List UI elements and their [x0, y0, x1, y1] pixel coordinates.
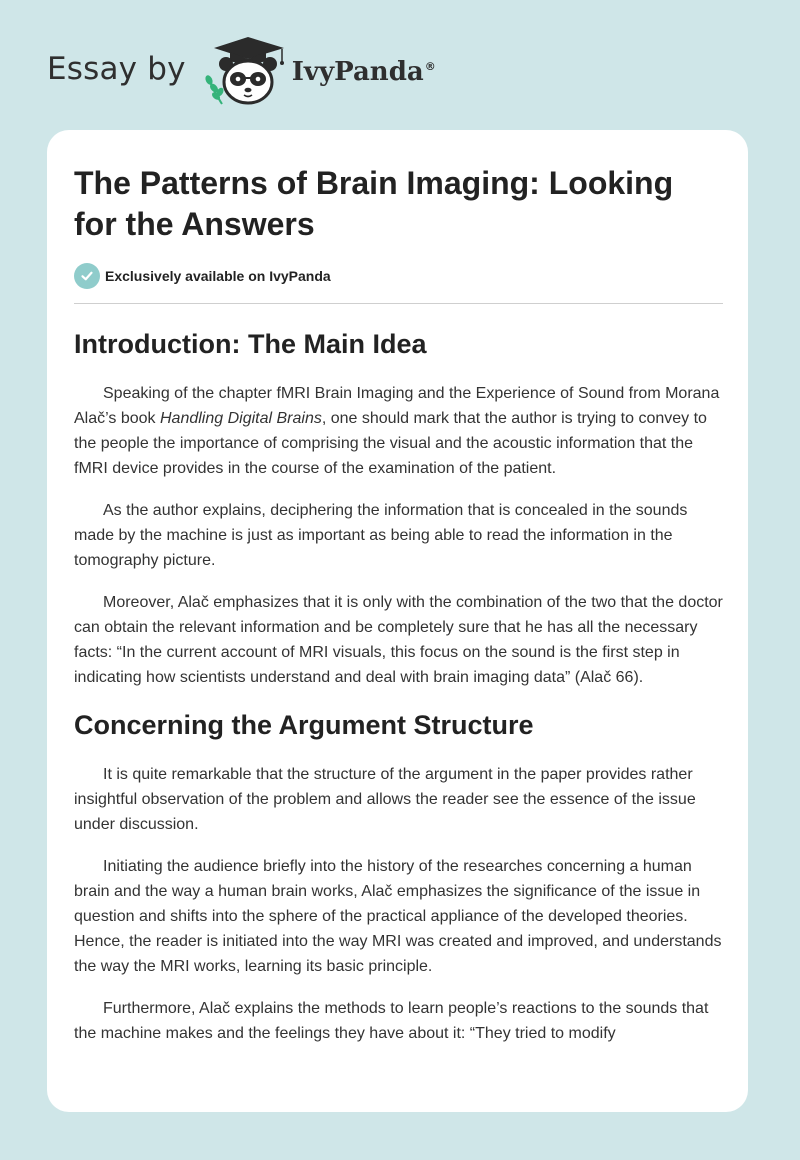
- paragraph: It is quite remarkable that the structure of the argument in the paper provides rather insightful observation of the problem and allows the reader see the essence of the issue under discussion.: [74, 766, 696, 833]
- exclusive-label: Exclusively available on IvyPanda: [105, 267, 331, 284]
- brand-prefix: Essay by: [47, 51, 186, 87]
- exclusive-badge: [74, 262, 723, 289]
- section-heading-argument-structure: Concerning the Argument Structure: [74, 710, 534, 740]
- section-heading-introduction: Introduction: The Main Idea: [74, 329, 427, 359]
- panda-logo-icon: [200, 34, 296, 108]
- brand-header[interactable]: [47, 34, 436, 108]
- paragraph: Moreover, Alač emphasizes that it is only with the combination of the two that the doctor can obtain the relevant information and be completely sure that he has all the necessary facts: “In the current account of MRI visuals, this focus on the sound is the first step in indicating how scientists understand and deal with brain imaging data” (Alač 66).: [74, 594, 723, 686]
- essay-title: The Patterns of Brain Imaging: Looking for the Answers: [74, 165, 674, 242]
- paragraph: Initiating the audience briefly into the history of the researches concerning a human brain and the way a human brain works, Alač emphasizes the significance of the issue in question and shifts into the sphere of the practical appliance of the developed theories. Hence, the reader is initiated into the way MRI was created and improved, and understands the way the MRI works, learning its basic principle.: [74, 858, 722, 975]
- registered-mark: ®: [424, 60, 436, 74]
- title-divider: [74, 303, 723, 304]
- paragraph: Speaking of the chapter fMRI Brain Imaging and the Experience of Sound from Morana Alač’s book Handling Digital Brains, one should mark that the author is trying to convey to the people the importance of comprising the visual and the acoustic information that the fMRI device provides in the course of the examination of the patient.: [74, 385, 720, 477]
- paragraph: As the author explains, deciphering the information that is concealed in the sounds made by the machine is just as important as being able to read the information in the tomography picture.: [74, 502, 688, 569]
- paragraph: Furthermore, Alač explains the methods to learn people’s reactions to the sounds that the machine makes and the feelings they have about it: “They tried to modify: [74, 1000, 709, 1042]
- check-circle-icon: [74, 263, 100, 289]
- book-title: Handling Digital Brains: [159, 410, 322, 427]
- essay-content: [74, 163, 723, 1046]
- brand-name: IvyPanda®: [291, 57, 436, 87]
- essay-card: [47, 130, 748, 1112]
